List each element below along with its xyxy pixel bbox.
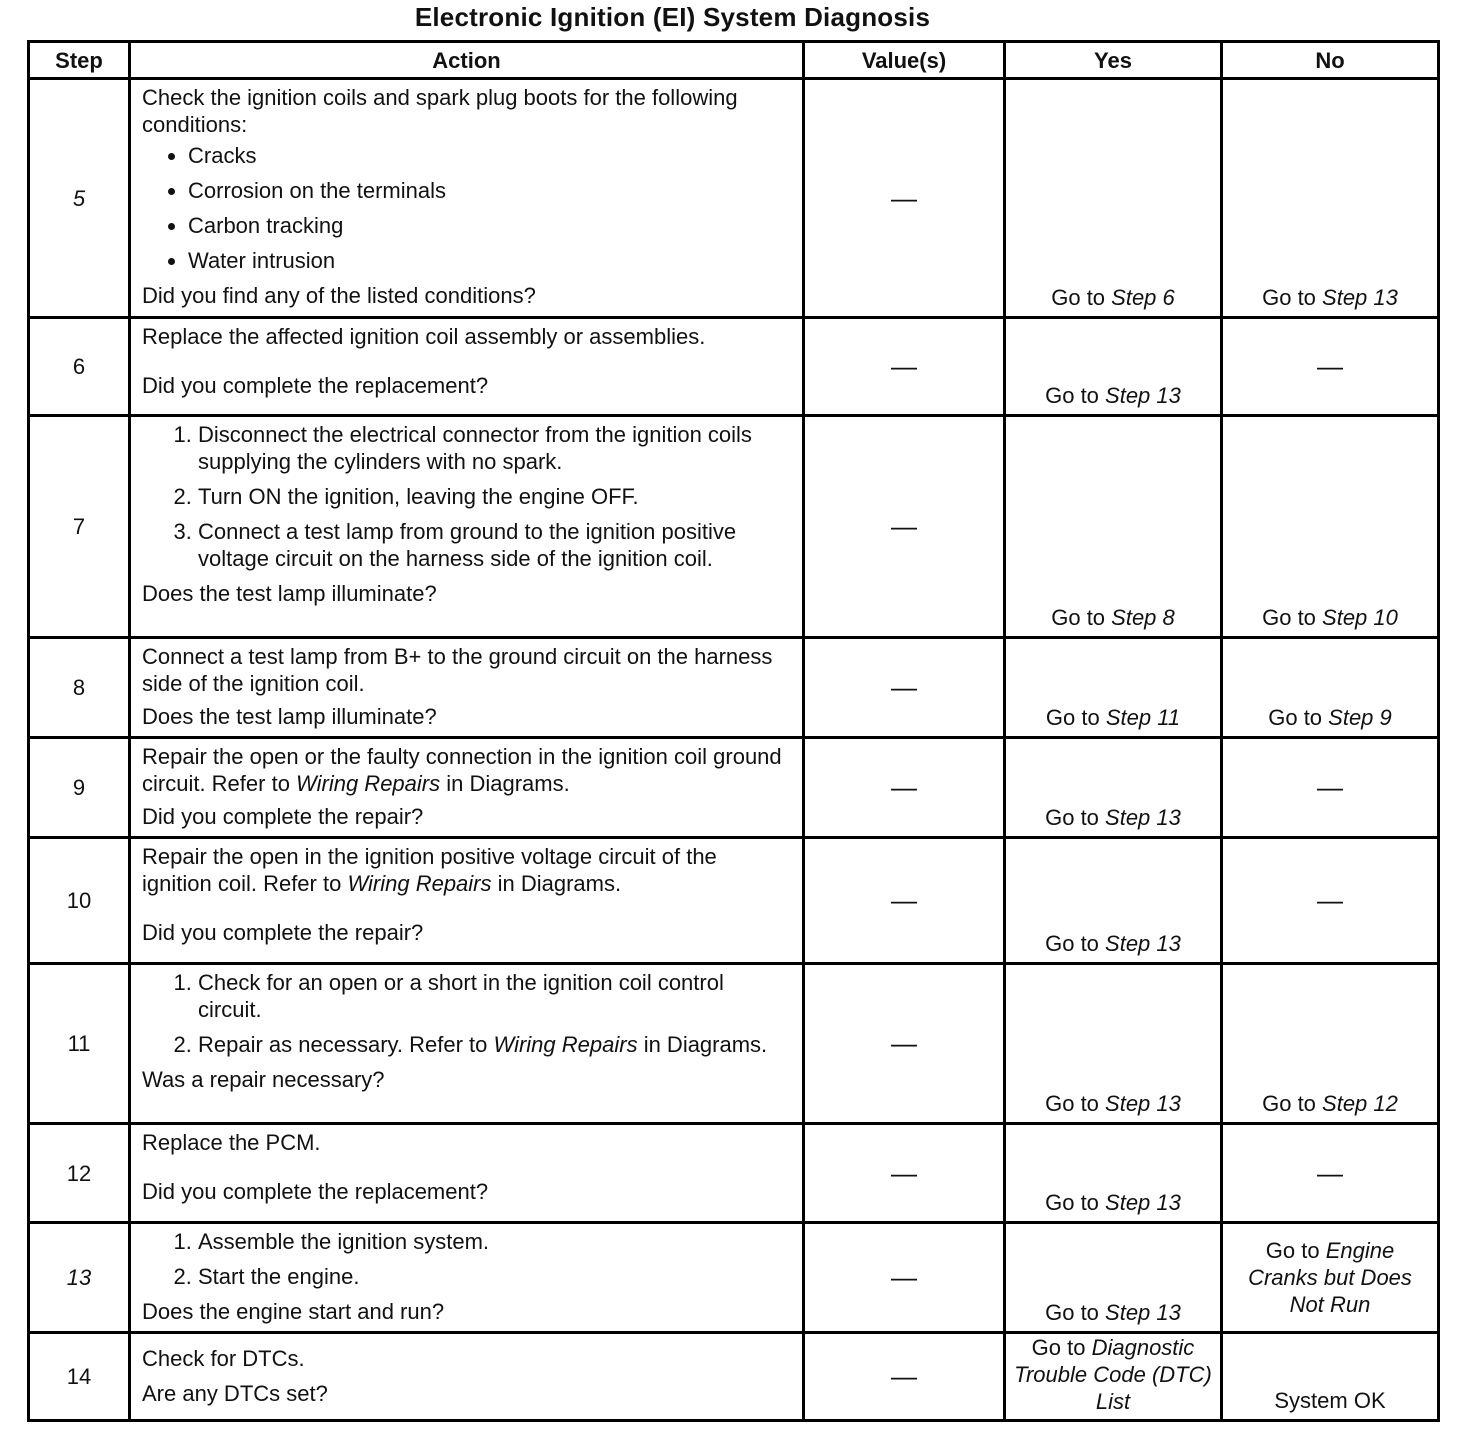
action-text: Replace the affected ignition coil assembly or assemblies. — [142, 324, 706, 349]
action-text: Connect a test lamp from B+ to the ground circuit on the harness side of the ignition coil. — [142, 644, 773, 696]
table-row — [29, 964, 1439, 1124]
action-cell — [130, 964, 804, 1124]
no-cell: System OK — [1222, 1333, 1439, 1421]
procedure-list — [142, 421, 792, 572]
yes-step-link: Step 6 — [1111, 285, 1175, 310]
step-number: 11 — [29, 964, 130, 1124]
action-text-part: Repair the open in the ignition positive voltage circuit of the ignition coil. Refer to — [142, 844, 717, 896]
value-dash: — — [804, 964, 1005, 1124]
table-row — [29, 1124, 1439, 1223]
list-item-text: Repair as necessary. Refer to — [198, 1032, 494, 1057]
yes-prefix: Go to — [1051, 605, 1112, 630]
action-text — [142, 843, 792, 897]
action-question: Does the engine start and run? — [142, 1299, 445, 1324]
action-text-part: in Diagrams. — [491, 871, 622, 896]
no-prefix: Go to — [1265, 1238, 1326, 1263]
table-row — [29, 738, 1439, 838]
no-cell — [1222, 1223, 1439, 1333]
action-text: Check for DTCs. — [142, 1345, 305, 1371]
value-dash: — — [804, 318, 1005, 416]
condition-list — [142, 142, 792, 274]
action-question: Did you complete the repair? — [142, 804, 424, 829]
step-number: 8 — [29, 638, 130, 738]
yes-prefix: Go to — [1045, 1300, 1106, 1325]
action-cell — [130, 738, 804, 838]
table-row — [29, 416, 1439, 638]
header-step: Step — [29, 42, 130, 79]
table-row — [29, 1333, 1439, 1421]
action-cell — [130, 1223, 804, 1333]
list-item: 2. Start the engine. — [198, 1263, 792, 1290]
yes-prefix: Go to — [1051, 285, 1112, 310]
header-row — [29, 42, 1439, 79]
value-dash: — — [804, 1223, 1005, 1333]
no-step-link: Step 13 — [1322, 285, 1398, 310]
action-question: Are any DTCs set? — [142, 1380, 328, 1406]
header-action: Action — [130, 42, 804, 79]
no-step-link: Step 12 — [1322, 1091, 1398, 1116]
action-question: Does the test lamp illuminate? — [142, 704, 437, 729]
yes-cell — [1005, 638, 1222, 738]
no-cell — [1222, 416, 1439, 638]
action-question: Did you find any of the listed conditions? — [142, 283, 536, 308]
no-cell — [1222, 964, 1439, 1124]
value-dash: — — [804, 838, 1005, 964]
list-item: • Corrosion on the terminals — [188, 177, 792, 204]
action-cell — [130, 318, 804, 416]
yes-cell — [1005, 1333, 1222, 1421]
no-dash: — — [1222, 838, 1439, 964]
header-values: Value(s) — [804, 42, 1005, 79]
yes-cell — [1005, 416, 1222, 638]
action-cell — [130, 79, 804, 318]
table-row — [29, 79, 1439, 318]
action-text: Check the ignition coils and spark plug boots for the following conditions: — [142, 85, 738, 137]
yes-prefix: Go to — [1045, 1091, 1106, 1116]
list-item: 1. Check for an open or a short in the ignition coil control circuit. — [198, 969, 792, 1023]
step-number: 10 — [29, 838, 130, 964]
action-question: Does the test lamp illuminate? — [142, 581, 437, 606]
yes-cell — [1005, 1223, 1222, 1333]
no-dash: — — [1222, 738, 1439, 838]
yes-cell — [1005, 318, 1222, 416]
procedure-list — [142, 1228, 792, 1290]
no-prefix: Go to — [1262, 605, 1323, 630]
yes-step-link: Step 13 — [1105, 1190, 1181, 1215]
table-row — [29, 318, 1439, 416]
diagnosis-table — [27, 40, 1440, 1422]
yes-step-link: Step 13 — [1105, 1091, 1181, 1116]
list-item-text: in Diagrams. — [637, 1032, 768, 1057]
yes-cell — [1005, 738, 1222, 838]
header-yes: Yes — [1005, 42, 1222, 79]
list-item: 3. Connect a test lamp from ground to the ignition positive voltage circuit on the harness side of the ignition coil. — [198, 518, 792, 572]
action-question: Did you complete the replacement? — [142, 373, 489, 398]
no-prefix: Go to — [1262, 1091, 1323, 1116]
step-number: 5 — [29, 79, 130, 318]
action-question: Was a repair necessary? — [142, 1067, 385, 1092]
yes-step-link: Step 13 — [1105, 1300, 1181, 1325]
action-cell — [130, 638, 804, 738]
no-step-link: Step 9 — [1328, 705, 1392, 730]
list-item: 1. Disconnect the electrical connector from the ignition coils supplying the cylinders with no spark. — [198, 421, 792, 475]
no-prefix: Go to — [1262, 285, 1323, 310]
no-dash: — — [1222, 318, 1439, 416]
no-dash: — — [1222, 1124, 1439, 1223]
step-number: 12 — [29, 1124, 130, 1223]
step-number: 7 — [29, 416, 130, 638]
yes-prefix: Go to — [1045, 1190, 1106, 1215]
value-dash: — — [804, 1333, 1005, 1421]
yes-step-link: Step 8 — [1111, 605, 1175, 630]
yes-step-link: Step 13 — [1105, 931, 1181, 956]
document-title: Electronic Ignition (EI) System Diagnosis — [414, 2, 931, 32]
yes-step-link: Step 13 — [1105, 805, 1181, 830]
header-no: No — [1222, 42, 1439, 79]
table-row — [29, 838, 1439, 964]
list-item: • Water intrusion — [188, 247, 792, 274]
no-step-link: Engine Cranks but Does Not Run — [1248, 1238, 1412, 1317]
no-cell — [1222, 638, 1439, 738]
value-dash: — — [804, 416, 1005, 638]
value-dash: — — [804, 638, 1005, 738]
step-number: 13 — [29, 1223, 130, 1333]
yes-prefix: Go to — [1045, 931, 1106, 956]
yes-cell — [1005, 838, 1222, 964]
value-dash: — — [804, 738, 1005, 838]
list-item: 2. Turn ON the ignition, leaving the engine OFF. — [198, 483, 792, 510]
action-question: Did you complete the repair? — [142, 920, 424, 945]
yes-prefix: Go to — [1031, 1335, 1092, 1360]
yes-cell — [1005, 79, 1222, 318]
action-cell — [130, 838, 804, 964]
action-text-part: Repair the open or the faulty connection in the ignition coil ground circuit. Refer to — [142, 744, 782, 796]
procedure-list — [142, 969, 792, 1058]
yes-step-link: Step 13 — [1105, 383, 1181, 408]
wiring-repairs-ref: Wiring Repairs — [296, 771, 441, 796]
action-cell — [130, 416, 804, 638]
list-item: • Cracks — [188, 142, 792, 169]
list-item: • Carbon tracking — [188, 212, 792, 239]
no-prefix: Go to — [1268, 705, 1329, 730]
step-number: 9 — [29, 738, 130, 838]
value-dash: — — [804, 79, 1005, 318]
action-question: Did you complete the replacement? — [142, 1179, 489, 1204]
action-text-part: in Diagrams. — [440, 771, 570, 796]
yes-step-link: Diagnostic Trouble Code (DTC) List — [1014, 1335, 1212, 1414]
action-cell — [130, 1124, 804, 1223]
table-row — [29, 1223, 1439, 1333]
yes-prefix: Go to — [1045, 705, 1106, 730]
yes-prefix: Go to — [1045, 383, 1106, 408]
table-row — [29, 638, 1439, 738]
step-number: 6 — [29, 318, 130, 416]
list-item — [198, 1031, 792, 1058]
no-step-link: Step 10 — [1322, 605, 1398, 630]
no-cell — [1222, 79, 1439, 318]
action-cell — [130, 1333, 804, 1421]
action-text — [142, 743, 792, 797]
yes-cell — [1005, 1124, 1222, 1223]
step-number: 14 — [29, 1333, 130, 1421]
action-text: Replace the PCM. — [142, 1130, 321, 1155]
yes-cell — [1005, 964, 1222, 1124]
yes-prefix: Go to — [1045, 805, 1106, 830]
wiring-repairs-ref: Wiring Repairs — [493, 1032, 638, 1057]
yes-step-link: Step 11 — [1105, 705, 1181, 730]
wiring-repairs-ref: Wiring Repairs — [347, 871, 492, 896]
value-dash: — — [804, 1124, 1005, 1223]
list-item: 1. Assemble the ignition system. — [198, 1228, 792, 1255]
